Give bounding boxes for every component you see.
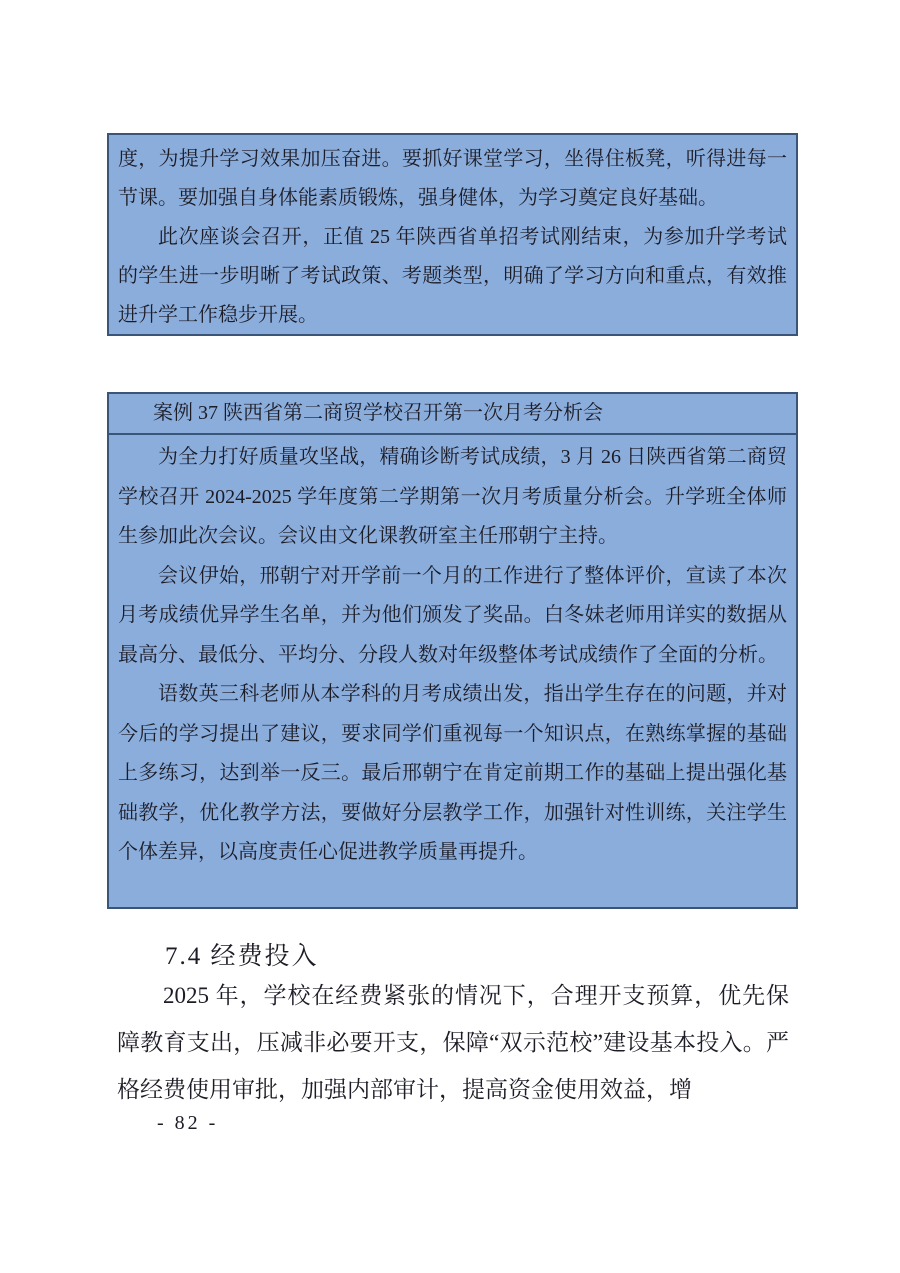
seminar-paragraph-continuation: 度，为提升学习效果加压奋进。要抓好课堂学习，坐得住板凳，听得进每一节课。要加强自身体能素质锻炼，强身健体，为学习奠定良好基础。 [118,148,787,209]
seminar-paragraph: 此次座谈会召开，正值 25 年陕西省单招考试刚结束，为参加升学考试的学生进一步明晰了考试政策、考题类型，明确了学习方向和重点，有效推进升学工作稳步开展。 [118,226,787,326]
page-number: - 82 - [157,1112,219,1134]
case-37-body [109,435,796,873]
case-37-paragraph: 为全力打好质量攻坚战，精确诊断考试成绩，3 月 26 日陕西省第二商贸学校召开 2024-2025 学年度第二学期第一次月考质量分析会。升学班全体师生参加此次会议。会议由文化课教研室主任邢朝宁主持。 [118,446,787,547]
section-heading-funding: 7.4 经费投入 [165,943,319,970]
funding-paragraph: 2025 年，学校在经费紧张的情况下，合理开支预算，优先保障教育支出，压减非必要开支，保障“双示范校”建设基本投入。严格经费使用审批，加强内部审计，提高资金使用效益，增 [117,983,789,1102]
seminar-highlight-box [107,133,798,336]
case-37-title: 案例 37 陕西省第二商贸学校召开第一次月考分析会 [109,394,796,435]
case-37-paragraph: 语数英三科老师从本学科的月考成绩出发，指出学生存在的问题，并对今后的学习提出了建议，要求同学们重视每一个知识点，在熟练掌握的基础上多练习，达到举一反三。最后邢朝宁在肯定前期工作的基础上提出强化基础教学，优化教学方法，要做好分层教学工作，加强针对性训练，关注学生个体差异，以高度责任心促进教学质量再提升。 [118,683,787,863]
case-37-paragraph: 会议伊始，邢朝宁对开学前一个月的工作进行了整体评价，宣读了本次月考成绩优异学生名单，并为他们颁发了奖品。白冬妹老师用详实的数据从最高分、最低分、平均分、分段人数对年级整体考试成绩作了全面的分析。 [118,564,787,666]
case-37-highlight-box [107,392,798,909]
